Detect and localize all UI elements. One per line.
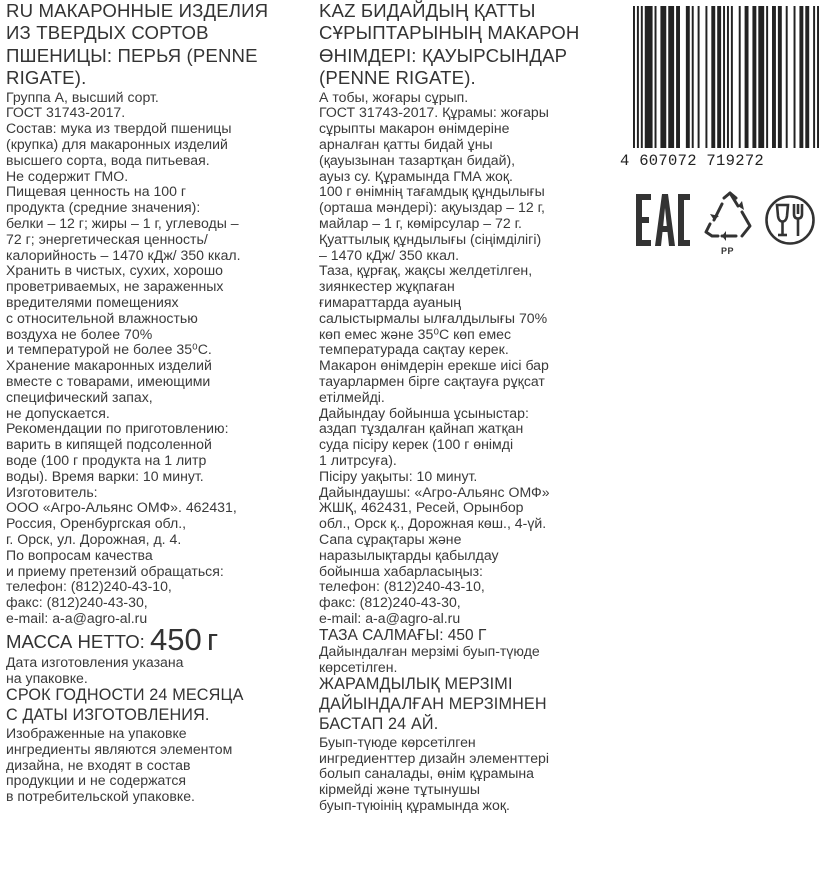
ru-net-value: 450 bbox=[150, 621, 202, 657]
kz-design-disclaimer: Буып-түюде көрсетілген ингредиенттер дизайн элементтері болып саналады, өнім құрамына кірмейді және тұтынушы буып-түюінің құрамында жоқ. bbox=[319, 733, 550, 813]
barcode-bar bbox=[723, 6, 725, 148]
barcode-bar bbox=[752, 6, 756, 148]
eac-mark-icon bbox=[636, 194, 690, 246]
barcode-bars bbox=[633, 6, 819, 148]
barcode-bar bbox=[805, 6, 809, 148]
kz-product-title: KAZ БИДАЙДЫҢ ҚАТТЫ СҰРЫПТАРЫНЫҢ МАКАРОН ӨНІМДЕРІ: ҚАУЫРСЫНДАР (PENNE RIGATE). bbox=[319, 0, 580, 89]
barcode-bar bbox=[676, 6, 680, 148]
barcode-bar bbox=[633, 6, 635, 148]
ru-net-unit: г bbox=[206, 621, 219, 657]
barcode bbox=[620, 6, 820, 171]
barcode-bar bbox=[692, 6, 694, 148]
barcode-bar bbox=[772, 6, 776, 148]
barcode-bar bbox=[660, 6, 666, 148]
kz-net-weight: ТАЗА САЛМАҒЫ: 450 Г bbox=[319, 626, 487, 644]
barcode-bar bbox=[786, 6, 788, 148]
ru-net-weight bbox=[6, 621, 306, 657]
barcode-bar bbox=[794, 6, 796, 148]
barcode-bar bbox=[778, 6, 782, 148]
barcode-bar bbox=[799, 6, 803, 148]
ru-text-column bbox=[6, 0, 306, 805]
ru-product-info: Группа А, высший сорт. ГОСТ 31743-2017. Состав: мука из твердой пшеницы (крупка) для макаронных изделий высшего сорта, вода питьевая. Не содержит ГМО. Пищевая ценность на 100 г продукта (средние значения): белки – 12 г; жиры – 1 г, углеводы – 72 г; энергетическая ценность/ калорийность – 1470 кДж/ 350 ккал. Хранить в чистых, сухих, хорошо проветриваемых, не зараженных вредителями помещениях с относительной влажностью воздуха не более 70% и температурой не более 35⁰С. Хранение макаронных изделий вместе с товарами, имеющими специфический запах, не допускается. Рекомендации по приготовлению: варить в кипящей подсоленной воде (100 г продукта на 1 литр воды). Время варки: 10 минут. Изготовитель: ООО «Агро-Альянс ОМФ». 462431, Россия, Оренбургская обл., г. Орск, ул. Дорожная, д. 4. По вопросам качества и приему претензий обращаться: телефон: (812)240-43-10, факс: (812)240-43-30, e-mail: a-a@agro-al.ru bbox=[6, 88, 241, 626]
barcode-bar bbox=[641, 6, 643, 148]
barcode-bar bbox=[686, 6, 690, 148]
recycle-triangle-icon bbox=[702, 190, 758, 244]
kz-text-column bbox=[319, 0, 619, 814]
packaging-symbols bbox=[632, 190, 822, 260]
barcode-bar bbox=[739, 6, 741, 148]
barcode-bar bbox=[745, 6, 749, 148]
ru-net-label: МАССА НЕТТО: bbox=[6, 630, 145, 652]
barcode-bar bbox=[727, 6, 729, 148]
ru-production-date-note: Дата изготовления указана на упаковке. bbox=[6, 653, 184, 686]
barcode-bar bbox=[698, 6, 700, 148]
barcode-bar bbox=[766, 6, 768, 148]
barcode-bar bbox=[637, 6, 639, 148]
barcode-bar bbox=[645, 6, 653, 148]
barcode-bar bbox=[758, 6, 764, 148]
kz-production-date-note: Дайындалған мерзімі буып-түюде көрсетілген. bbox=[319, 642, 540, 675]
barcode-bar bbox=[705, 6, 707, 148]
ru-product-title: RU МАКАРОННЫЕ ИЗДЕЛИЯ ИЗ ТВЕРДЫХ СОРТОВ ПШЕНИЦЫ: ПЕРЬЯ (PENNE RIGATE). bbox=[6, 0, 269, 89]
barcode-bar bbox=[717, 6, 721, 148]
ru-shelf-life: СРОК ГОДНОСТИ 24 МЕСЯЦА С ДАТЫ ИЗГОТОВЛЕНИЯ. bbox=[6, 686, 244, 725]
barcode-bar bbox=[711, 6, 715, 148]
recycle-code: PP bbox=[721, 246, 735, 256]
barcode-bar bbox=[817, 6, 819, 148]
kz-shelf-life: ЖАРАМДЫЛЫҚ МЕРЗІМІ ДАЙЫНДАЛҒАН МЕРЗІМНЕН БАСТАП 24 АЙ. bbox=[319, 675, 547, 733]
barcode-bar bbox=[813, 6, 815, 148]
kz-product-info: А тобы, жоғары сұрып. ГОСТ 31743-2017. Құрамы: жоғары сұрыпты макарон өнімдеріне арналған қатты бидай ұны (қауызынан тазартқан бидай), ауыз су. Құрамында ГМА жоқ. 100 г өнімнің тағамдық құндылығы (орташа мәндері): ақуыздар – 12 г, майлар – 1 г, көмірсулар – 72 г. Қуаттылық құндылығы (сіңімділігі) – 1470 кДж/ 350 ккал. Таза, құрғақ, жақсы желдетілген, зиянкестер жұқпаған ғимараттарда ауаның салыстырмалы ылғалдылығы 70% көп емес және 35⁰С көп емес температурада сақтау керек. Макарон өнімдерін ерекше иісі бар тауарлармен бірге сақтауға рұқсат етілмейді. Дайындау бойынша ұсыныстар: аздап тұздалған қайнап жатқан суда пісіру керек (100 г өнімді 1 литрсуға). Пісіру уақыты: 10 минут. Дайындаушы: «Агро-Альянс ОМФ» ЖШҚ, 462431, Ресей, Орынбор обл., Орск қ., Дорожная көш., 4-үй. Сапа сұрақтары және наразылықтарды қабылдау бойынша хабарласыңыз: телефон: (812)240-43-10, факс: (812)240-43-30, e-mail: a-a@agro-al.ru bbox=[319, 88, 550, 626]
ru-design-disclaimer: Изображенные на упаковке ингредиенты являются элементом дизайна, не входят в состав продукции и не содержатся в потребительской упаковке. bbox=[6, 724, 233, 805]
barcode-bar bbox=[668, 6, 674, 148]
barcode-bar bbox=[655, 6, 657, 148]
glass-fork-food-safe-icon bbox=[763, 194, 817, 246]
barcode-number: 4 607072 719272 bbox=[620, 152, 765, 170]
barcode-bar bbox=[731, 6, 733, 148]
